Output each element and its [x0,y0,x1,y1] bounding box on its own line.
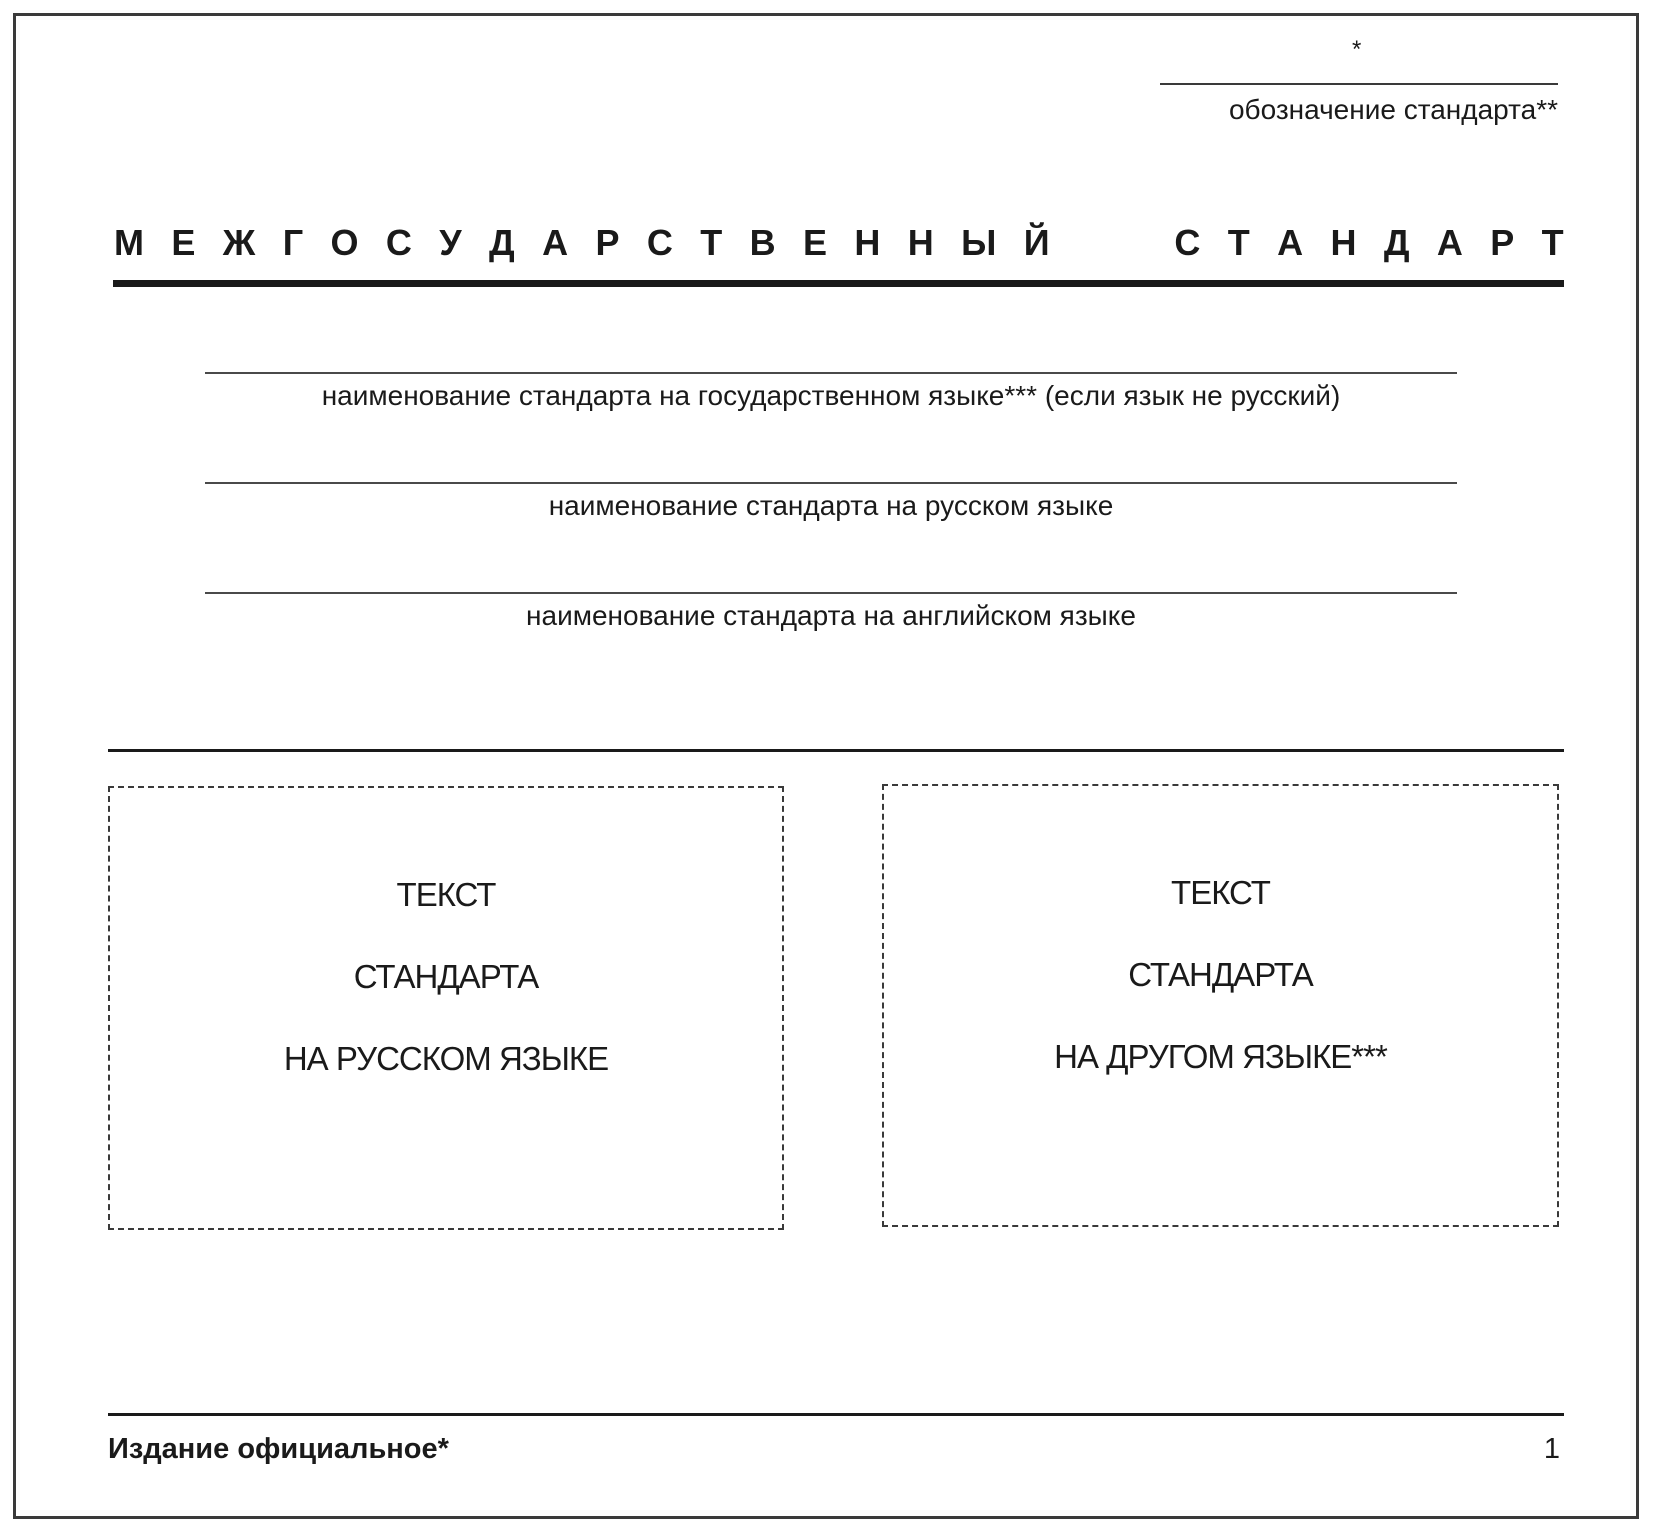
russian-text-box [108,786,784,1230]
main-heading [114,222,1564,264]
english-name-fill-line [205,592,1457,594]
heading-letter: Н [907,222,934,263]
heading-letter: О [330,222,359,263]
state-name-fill-line [205,372,1457,374]
heading-letter: С [646,222,673,263]
other-box-line-3: НА ДРУГОМ ЯЗЫКЕ*** [1054,1038,1387,1075]
heading-letter: Й [1023,222,1050,263]
heading-letter: Т [1227,222,1250,263]
heading-letter: Д [489,222,515,263]
heading-letter: Р [1490,222,1515,263]
heading-letter: А [542,222,569,263]
heading-letter: Г [282,222,304,263]
heading-letter: С [385,222,412,263]
russian-box-line-3: НА РУССКОМ ЯЗЫКЕ [283,1040,609,1077]
russian-box-line-2: СТАНДАРТА [353,958,539,995]
other-box-line-2: СТАНДАРТА [1128,956,1313,993]
heading-letter: Ы [961,222,997,263]
other-box-line-1: ТЕКСТ [1171,874,1270,911]
other-language-text-box [882,784,1559,1227]
state-language-name-label: наименование стандарта на государственном языке*** (если язык не русский) [321,380,1341,411]
heading-word-gap [1077,222,1147,264]
heading-letter: В [749,222,776,263]
heading-letter: Т [700,222,723,263]
heading-rule [113,280,1564,287]
heading-letter: А [1436,222,1463,263]
heading-letter: Ж [222,222,256,263]
section-divider [108,749,1564,752]
heading-letter: У [439,222,462,263]
russian-name-fill-line [205,482,1457,484]
heading-letter: Е [802,222,827,263]
russian-box-line-1: ТЕКСТ [396,876,496,913]
heading-letter: Н [854,222,881,263]
heading-letter: Р [595,222,620,263]
official-edition-label: Издание официальное* [108,1433,449,1465]
heading-letter: Д [1383,222,1410,263]
english-name-label: наименование стандарта на английском языке [526,600,1136,631]
heading-letter: С [1174,222,1201,263]
designation-label: обозначение стандарта** [1228,94,1558,125]
header-asterisk: * [1352,36,1362,63]
page-number: 1 [1543,1433,1560,1465]
heading-letter: Т [1541,222,1564,263]
footer-divider [108,1413,1564,1416]
heading-letter: Н [1330,222,1357,263]
heading-letter: Е [171,222,196,263]
heading-letter: М [114,222,144,263]
russian-name-label: наименование стандарта на русском языке [548,490,1114,521]
designation-fill-line [1160,83,1558,85]
heading-letter: А [1277,222,1304,263]
